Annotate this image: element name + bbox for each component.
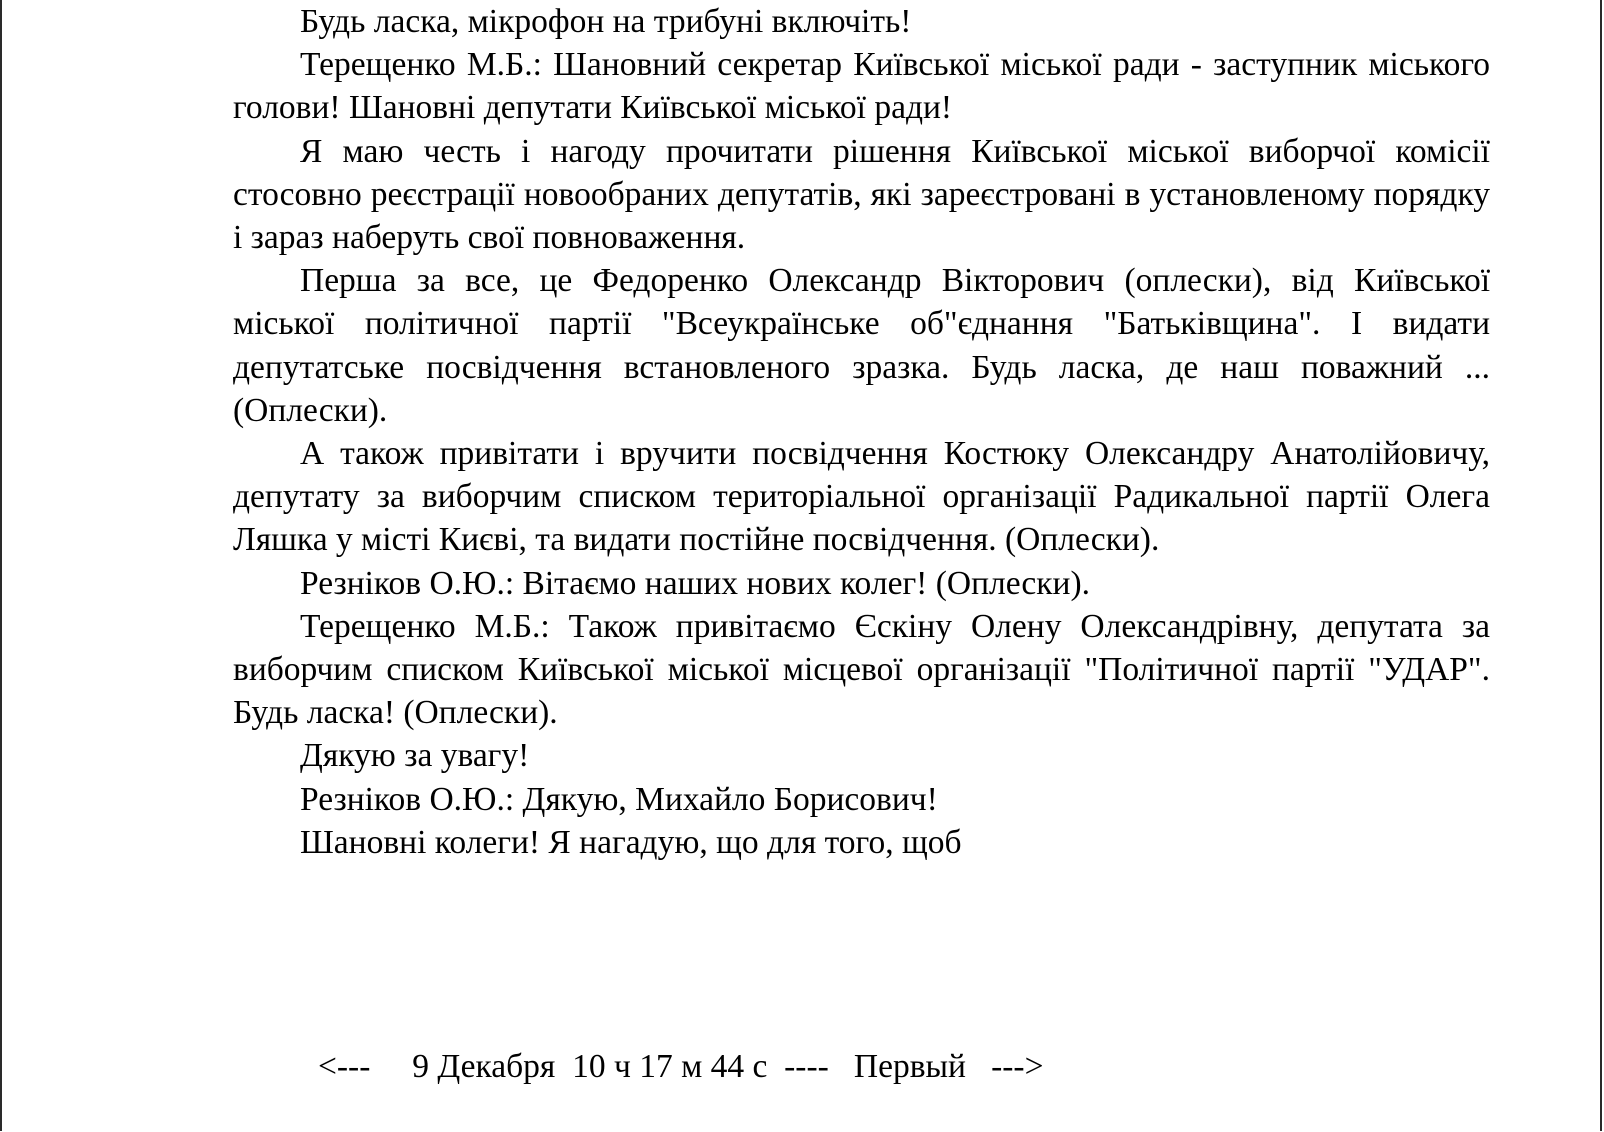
page-footer: [318, 1047, 1043, 1087]
paragraph: Перша за все, це Федоренко Олександр Вікторович (оплески), від Київської міської політичної партії "Всеукраїнське об"єднання "Батьківщина". І видати депутатське посвідчення встановленого зразка. Будь ласка, де наш поважний ... (Оплески).: [233, 262, 1490, 429]
footer-separator: ----: [784, 1048, 829, 1085]
footer-time: 10 ч 17 м 44 с: [572, 1048, 768, 1085]
paragraph: Резніков О.Ю.: Дякую, Михайло Борисович!: [300, 780, 938, 818]
footer-right-arrow: --->: [991, 1048, 1044, 1085]
paragraph: Я маю честь і нагоду прочитати рішення Київської міської виборчої комісії стосовно реєстрації новообраних депутатів, які зареєстровані в установленому порядку і зараз наберуть свої повноваження.: [233, 132, 1490, 257]
transcript-body: [233, 0, 1490, 864]
paragraph: Резніков О.Ю.: Вітаємо наших нових колег! (Оплески).: [300, 564, 1091, 602]
paragraph: А також привітати і вручити посвідчення Костюку Олександру Анатолійовичу, депутату за виборчим списком територіальної організації Радикальної партії Олега Ляшка у місті Києві, та видати постійне посвідчення. (Оплески).: [233, 435, 1490, 559]
paragraph: Терещенко М.Б.: Також привітаємо Єскіну Олену Олександрівну, депутата за виборчим списком Київської міської місцевої організації "Політичної партії "УДАР". Будь ласка! (Оплески).: [233, 607, 1490, 732]
paragraph: Будь ласка, мікрофон на трибуні включіть!: [300, 3, 912, 40]
paragraph: Терещенко М.Б.: Шановний секретар Київської міської ради - заступник міського голови! Шановні депутати Київської міської ради!: [233, 46, 1490, 127]
paragraph: Дякую за увагу!: [300, 737, 530, 775]
footer-label: Первый: [853, 1048, 966, 1085]
footer-left-arrow: <---: [318, 1048, 371, 1085]
footer-date: 9 Декабря: [412, 1048, 556, 1085]
paragraph: Шановні колеги! Я нагадую, що для того, щоб: [300, 823, 962, 861]
